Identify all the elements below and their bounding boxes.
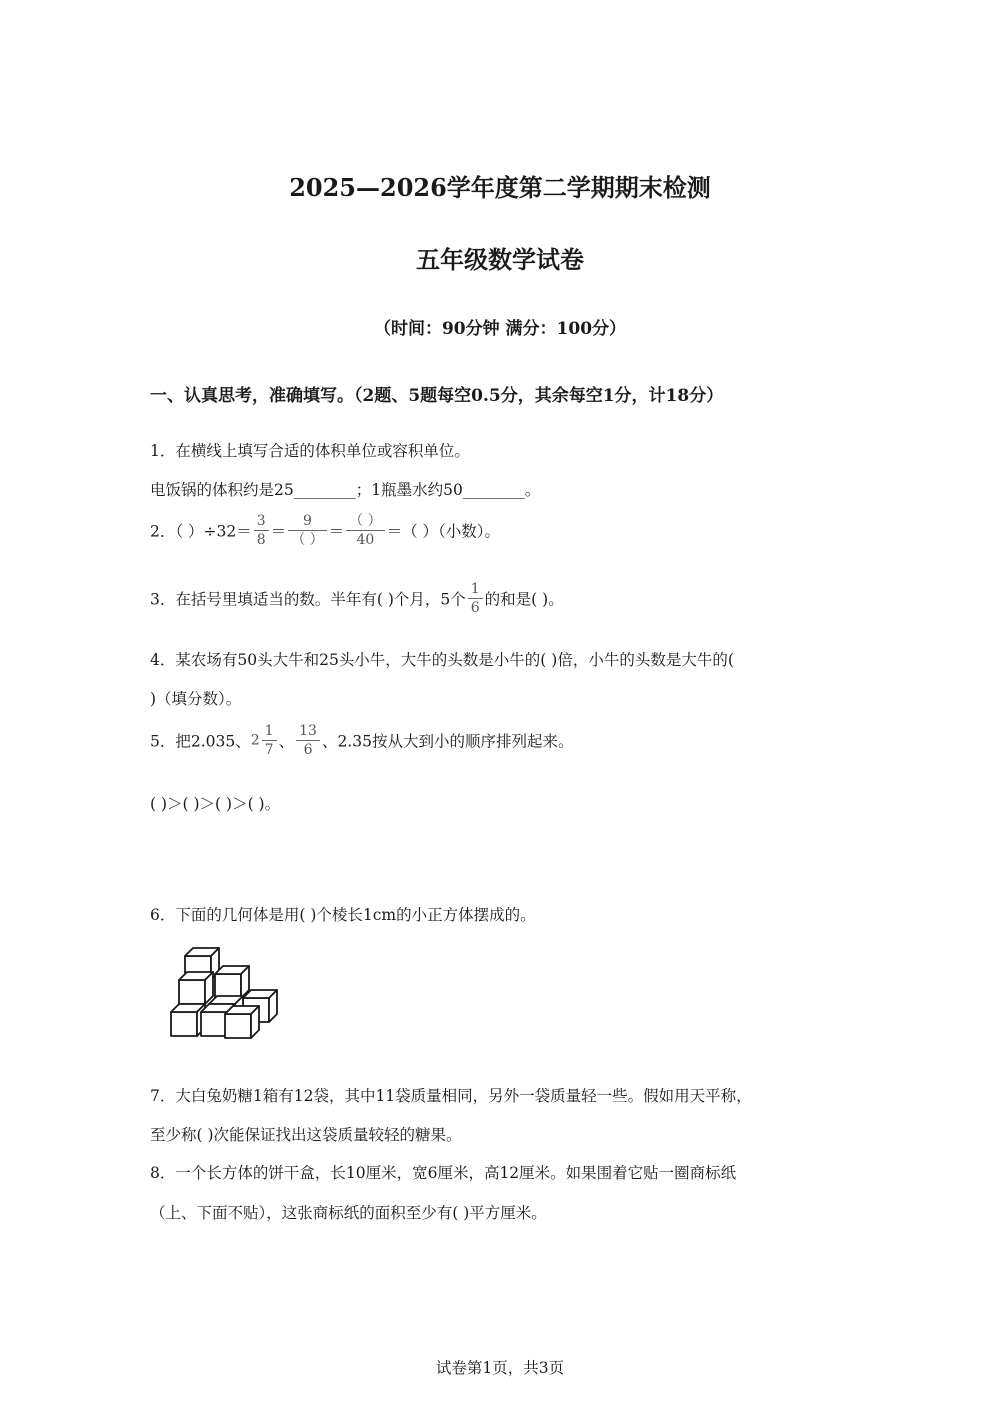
q5-f-den: 6 <box>296 740 320 759</box>
q2-suffix: ＝（ ）（小数）。 <box>386 522 501 541</box>
page-footer: 试卷第1页，共3页 <box>435 1359 565 1377</box>
q8-line1: 8．一个长方体的饼干盒，长10厘米，宽6厘米，高12厘米。如果围着它贴一圈商标纸 <box>150 1164 737 1182</box>
q2 <box>150 512 500 549</box>
q5-mixed-fraction <box>262 722 277 759</box>
q5 <box>150 722 573 759</box>
q1-line: 电饭锅的体积约是25________；1瓶墨水约50________。 <box>150 481 541 499</box>
cube <box>215 966 249 998</box>
q5-sep: 、 <box>278 732 295 751</box>
q8-line2: （上、下面不贴），这张商标纸的面积至少有( )平方厘米。 <box>150 1204 547 1222</box>
q3-suffix: 的和是( )。 <box>484 590 564 609</box>
q5-m-num: 1 <box>264 723 274 739</box>
section-heading: 一、认真思考，准确填写。（2题、5题每空0.5分，其余每空1分，计18分） <box>150 386 724 406</box>
q5-mixed-int: 2 <box>250 732 260 749</box>
q2-f2-num: 9 <box>302 513 312 529</box>
q5-answer: ( )＞( )＞( )＞( )。 <box>150 795 281 813</box>
cube <box>225 1006 259 1038</box>
q2-f1-num: 3 <box>256 513 266 529</box>
q2-eq1: ＝ <box>270 522 287 541</box>
q2-fraction-1 <box>254 512 269 549</box>
cube <box>179 972 213 1004</box>
q3-fraction <box>468 580 483 617</box>
q2-fraction-3 <box>346 512 384 549</box>
q4-line2: )（填分数）。 <box>150 690 242 708</box>
q2-f3-den: 40 <box>346 530 384 549</box>
q5-f-num: 13 <box>299 723 317 739</box>
q5-suffix: 、2.35按从大到小的顺序排列起来。 <box>321 732 574 751</box>
exam-subtitle: 五年级数学试卷 <box>416 245 584 274</box>
q2-fraction-2 <box>288 512 326 549</box>
q2-eq2: ＝ <box>328 522 345 541</box>
exam-title: 2025—2026学年度第二学期期末检测 <box>289 173 711 202</box>
q2-f2-den: （ ） <box>288 530 326 549</box>
q3 <box>150 580 564 617</box>
q7-line2: 至少称( )次能保证找出这袋质量较轻的糖果。 <box>150 1126 462 1144</box>
q2-f3-num: （ ） <box>349 513 382 529</box>
q6-stem: 6．下面的几何体是用( )个棱长1cm的小正方体摆成的。 <box>150 906 536 924</box>
q1-stem: 1．在横线上填写合适的体积单位或容积单位。 <box>150 442 470 460</box>
q2-f1-den: 8 <box>254 530 269 549</box>
q5-m-den: 7 <box>262 740 277 759</box>
q5-prefix: 5．把2.035、 <box>150 732 251 751</box>
q7-line1: 7．大白兔奶糖1箱有12袋，其中11袋质量相同，另外一袋质量轻一些。假如用天平称， <box>150 1087 752 1105</box>
q3-prefix: 3．在括号里填适当的数。半年有( )个月，5个 <box>150 590 466 609</box>
cube-stack-figure <box>165 938 285 1044</box>
q2-prefix: 2．（ ）÷32＝ <box>150 522 252 541</box>
q4-line1: 4．某农场有50头大牛和25头小牛，大牛的头数是小牛的( )倍，小牛的头数是大牛的( <box>150 651 734 669</box>
q3-f-num: 1 <box>470 581 480 597</box>
q3-f-den: 6 <box>468 598 483 617</box>
cube <box>171 1004 205 1036</box>
q5-fraction <box>296 722 320 759</box>
exam-info: （时间：90分钟 满分：100分） <box>373 319 627 339</box>
